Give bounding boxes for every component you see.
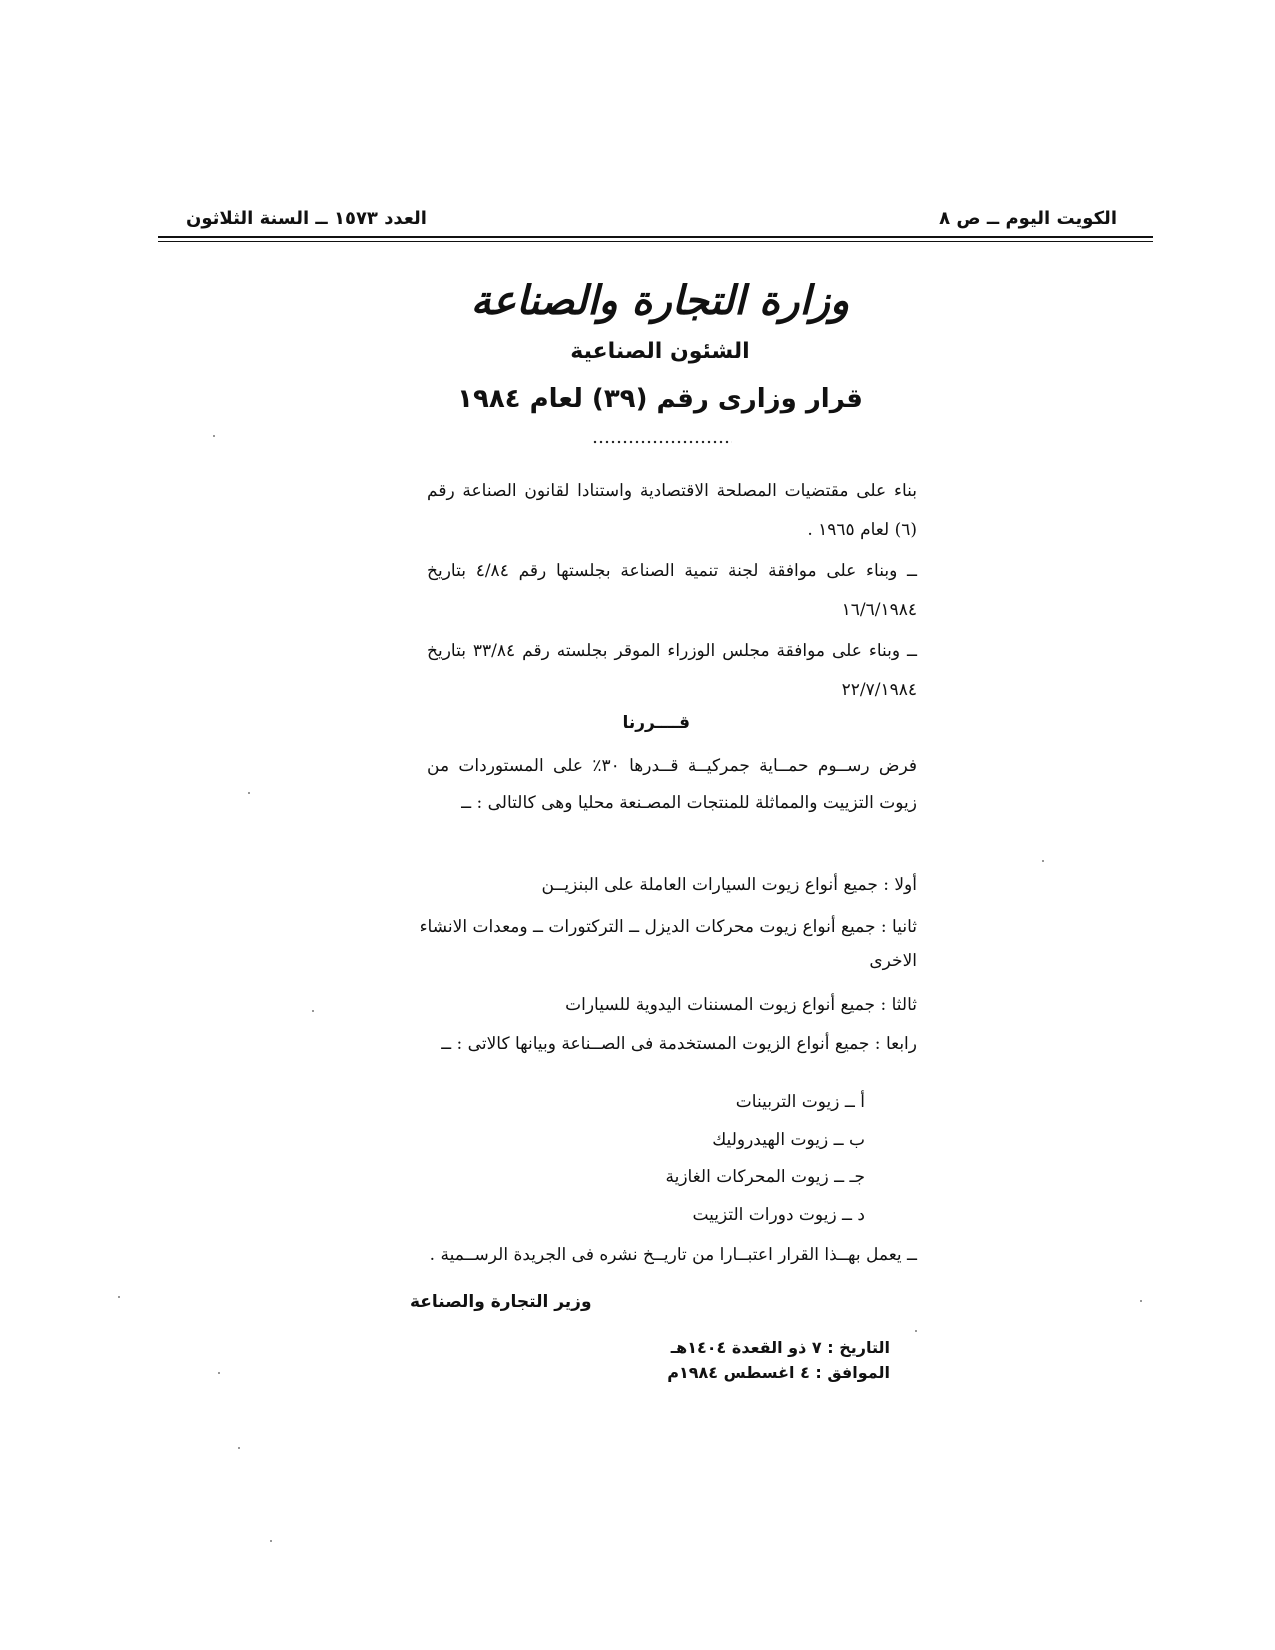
decision-paragraph: فرض رســوم حمــاية جمركيــة قــدرها ٣٠٪ على المستوردات من زيوت التزييت والمماثلة للمنتجات المصـنعة محليا وهى كالتالى : ــ [427, 756, 917, 813]
scan-speck [118, 1296, 120, 1298]
department-title: الشئون الصناعية [570, 339, 750, 364]
header-publication-page: الكويت اليوم ــ ص ٨ [939, 208, 1117, 229]
dotted-ornament-divider [592, 438, 732, 446]
list-item-first: أولا : جميع أنواع زيوت السيارات العاملة على البنزيــن [541, 875, 917, 895]
header-rule-thick [158, 236, 1153, 238]
list-item-fourth: رابعا : جميع أنواع الزيوت المستخدمة فى الصــناعة وبيانها كالاتى : ــ [441, 1034, 917, 1054]
scan-speck [915, 1330, 917, 1332]
sub-item-d: د ــ زيوت دورات التزييت [692, 1205, 865, 1225]
preamble-paragraph-3: ــ وبناء على موافقة مجلس الوزراء الموقر بجلسته رقم ٣٣/٨٤ بتاريخ ٢٢/٧/١٩٨٤ [427, 641, 917, 700]
preamble-paragraph-2: ــ وبناء على موافقة لجنة تنمية الصناعة بجلستها رقم ٤/٨٤ بتاريخ ١٦/٦/١٩٨٤ [427, 561, 917, 620]
scan-speck [1042, 860, 1044, 862]
resolved-heading: قــــررنا [622, 713, 690, 733]
scan-speck [213, 435, 215, 437]
scan-speck [248, 792, 250, 794]
header-issue-year: العدد ١٥٧٣ ــ السنة الثلاثون [186, 208, 427, 229]
preamble-paragraph-1: بناء على مقتضيات المصلحة الاقتصادية واستنادا لقانون الصناعة رقم (٦) لعام ١٩٦٥ . [427, 481, 917, 540]
sub-item-b: ب ــ زيوت الهيدروليك [712, 1130, 865, 1150]
scan-speck [238, 1447, 240, 1449]
sub-item-a: أ ــ زيوت التربينات [735, 1092, 865, 1112]
decision-title: قرار وزارى رقم (٣٩) لعام ١٩٨٤ [457, 384, 863, 414]
scan-speck [218, 1372, 220, 1374]
ministry-title: وزارة التجارة والصناعة [470, 277, 850, 324]
date-gregorian: الموافق : ٤ اغسطس ١٩٨٤م [667, 1363, 890, 1382]
closing-paragraph: ــ يعمل بهــذا القرار اعتبــارا من تاريــخ نشره فى الجريدة الرســمية . [429, 1245, 917, 1265]
scan-speck [1140, 1300, 1142, 1302]
date-hijri: التاريخ : ٧ ذو القعدة ١٤٠٤هـ [670, 1338, 890, 1357]
header-rule-thin [158, 241, 1153, 242]
scan-speck [270, 1540, 272, 1542]
minister-signature: وزير التجارة والصناعة [410, 1292, 592, 1312]
list-item-second: ثانيا : جميع أنواع زيوت محركات الديزل ــ التركتورات ــ ومعدات الانشاء الاخرى [419, 917, 917, 971]
scan-speck [312, 1010, 314, 1012]
list-item-third: ثالثا : جميع أنواع زيوت المسننات اليدوية للسيارات [565, 995, 917, 1015]
sub-item-c: جـ ــ زيوت المحركات الغازية [665, 1167, 865, 1187]
